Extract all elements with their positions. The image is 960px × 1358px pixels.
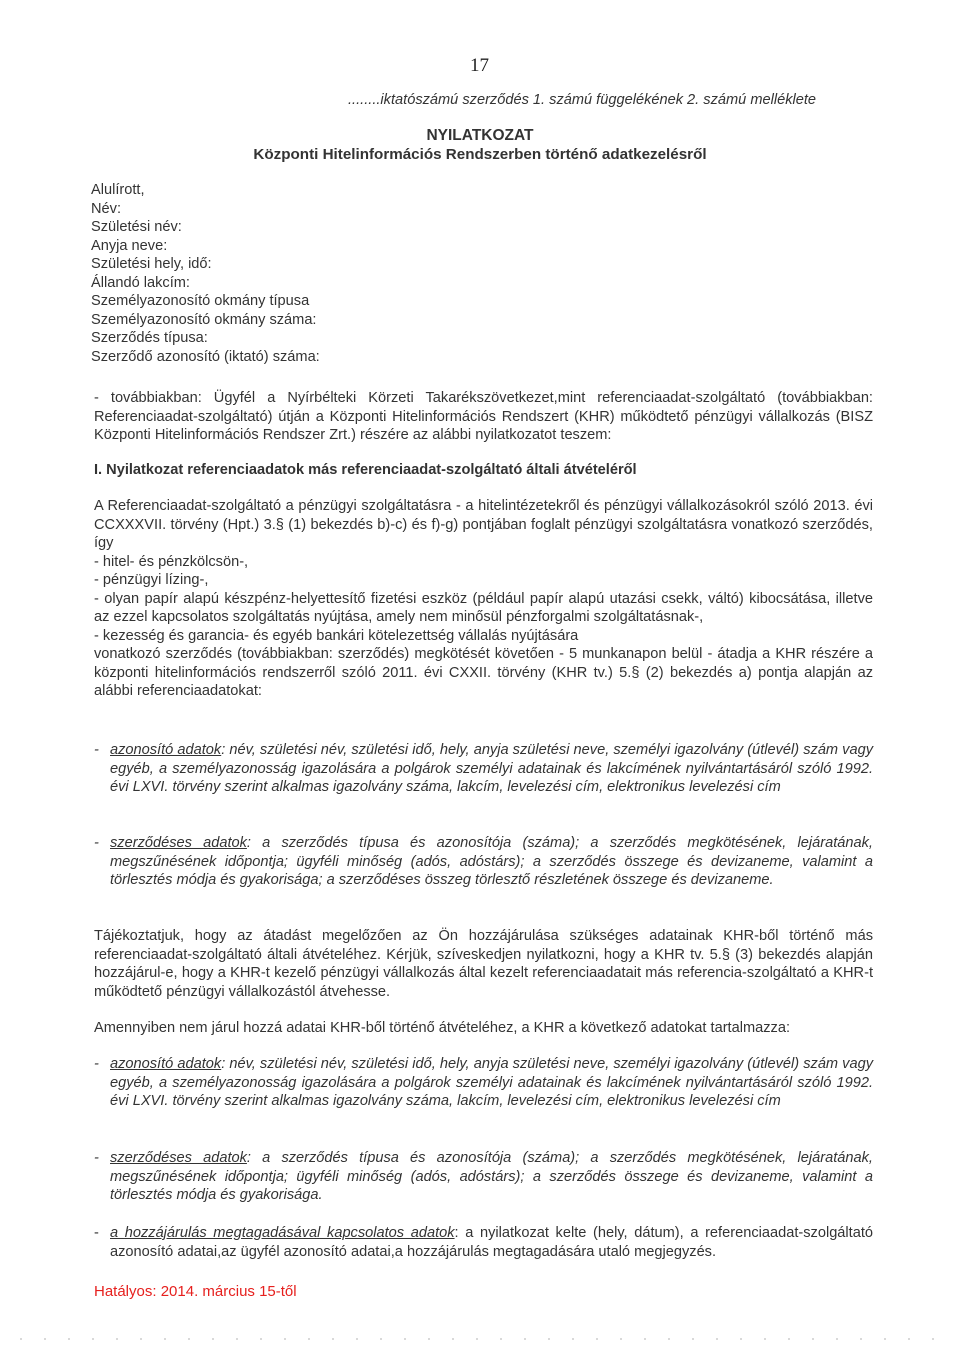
- document-title: NYILATKOZAT: [426, 127, 534, 144]
- retained-data-list: [94, 1149, 873, 1205]
- item-label: a hozzájárulás megtagadásával kapcsolatos adatok: [110, 1225, 455, 1241]
- list-item: [94, 834, 873, 890]
- field-label: Szerződés típusa:: [91, 330, 208, 346]
- retained-data-list: [94, 1055, 873, 1111]
- item-label: szerződéses adatok: [110, 835, 247, 851]
- referenceadat-list: [94, 741, 873, 797]
- intro-text: - továbbiakban: Ügyfél a Nyírbélteki Körzeti Takarékszövetkezet,mint referenciaadat-szolgáltató (továbbiakban: Referenciaadat-szolgáltató) útján a Központi Hitelinformációs Rendszert (KHR) működtető pénzügyi vállalkozás (BISZ Központi Hitelinformációs Rendszer Zrt.) részére az alábbi nyilatkozatot teszem:: [94, 390, 873, 443]
- field-label: Anyja neve:: [91, 237, 168, 254]
- field-label: Név:: [91, 200, 122, 217]
- field-label: Alulírott,: [91, 182, 145, 198]
- paragraph: A Referenciaadat-szolgáltató a pénzügyi szolgáltatásra - a hitelintézetekről és pénzügyi vállalkozásokról szóló 2013. évi CCXXXVII. törvény (Hpt.) 3.§ (1) bekezdés b)-c) és f)-g) pontjában foglalt pénzügyi szolgáltatásra vonatkozó szerződés, így: [94, 498, 873, 551]
- personal-data-fields: [91, 181, 320, 366]
- list-item: - olyan papír alapú készpénz-helyettesítő fizetési eszköz (például papír alapú utazási csekk, váltó) kibocsátása, illetve az ezzel kapcsolatos szolgáltatás nyújtása, amely nem minősül pénzforgalmi szolgáltatásnak-,: [94, 590, 873, 625]
- list-item: - kezesség és garancia- és egyéb bankári kötelezettség vállalás nyújtására: [94, 627, 579, 644]
- field-label: Állandó lakcím:: [91, 274, 190, 291]
- scan-edge-divider: [20, 1338, 940, 1340]
- paragraph: Amennyiben nem járul hozzá adatai KHR-ből történő átvételéhez, a KHR a következő adatokat tartalmazza:: [94, 1020, 791, 1036]
- consent-paragraph: Tájékoztatjuk, hogy az átadást megelőzően az Ön hozzájárulása szükséges adatainak KHR-ből történő más referenciaadat-szolgáltató általi átvételéhez. Kérjük, szíveskedjen nyilatkozni, hogy a KHR tv. 5.§ (3) bekezdés alapján hozzájárul-e, hogy a KHR-t kezelő pénzügyi vállalkozás által kezelt referenciaadatait más referencia-szolgáltató a KHR-t működtető pénzügyi vállalkozástól átvehesse.: [94, 928, 873, 1000]
- retained-data-list: [94, 1224, 873, 1261]
- field-label: Szerződő azonosító (iktató) száma:: [91, 348, 320, 365]
- list-item: - hitel- és pénzkölcsön-,: [94, 553, 249, 570]
- item-label: azonosító adatok: [110, 742, 222, 758]
- document-subtitle: Központi Hitelinformációs Rendszerben történő adatkezelésről: [253, 146, 707, 163]
- field-label: Személyazonosító okmány száma:: [91, 311, 317, 328]
- page-number: 17: [470, 55, 489, 76]
- referenceadat-list: [94, 834, 873, 890]
- item-text: : a szerződés típusa és azonosítója (száma); a szerződés megkötésének, lejáratának, megszűnésének időpontja; ügyféli minőség (adós, adóstárs); a szerződés összege és devizaneme, valamint a törlesztés módja és gyakorisága.: [110, 1150, 873, 1203]
- paragraph: vonatkozó szerződés (továbbiakban: szerződés) megkötését követően - 5 munkanapon belül - átadja a KHR részére a központi hitelinformációs rendszerről szóló 2011. évi CXXII. törvény (KHR tv.) 5.§ (2) bekezdés a) pontja alapján az alábbi referenciaadatokat:: [94, 646, 873, 699]
- list-item: [94, 741, 873, 797]
- section-body: [94, 497, 873, 701]
- item-text: : a szerződés típusa és azonosítója (száma); a szerződés megkötésének, lejáratának, megszűnésének időpontja; ügyféli minőség (adós, adóstárs); a szerződés összege és devizaneme, valamint a törlesztés módja és gyakorisága; a szerződéses összeg törlesztő részletének összege és devizaneme.: [110, 835, 873, 888]
- validity-footer: Hatályos: 2014. március 15-től: [94, 1283, 297, 1300]
- list-item: [94, 1224, 873, 1261]
- item-text: : név, születési név, születési idő, hely, anyja születési neve, személyi igazolvány (útlevél) szám vagy egyéb, a személyazonosság igazolására a polgárok személyi adatainak és lakcímének nyilvántartásáról szóló 1992. évi LXVI. törvény szerint alkalmas igazolvány száma, lakcím, levelezési cím, elektronikus levelezési cím: [110, 742, 874, 795]
- field-label: Születési hely, idő:: [91, 256, 212, 272]
- intro-paragraph: [94, 389, 873, 445]
- item-label: szerződéses adatok: [110, 1150, 247, 1166]
- item-label: azonosító adatok: [110, 1056, 222, 1072]
- item-text: : a nyilatkozat kelte (hely, dátum), a referenciaadat-szolgáltató azonosító adatai,az ügyfél azonosító adatai,a hozzájárulás megtagadására utaló megjegyzés.: [110, 1225, 874, 1260]
- list-item: [94, 1055, 873, 1111]
- annex-reference: ........iktatószámú szerződés 1. számú függelékének 2. számú melléklete: [348, 92, 817, 108]
- field-label: Születési név:: [91, 219, 182, 235]
- section-heading: I. Nyilatkozat referenciaadatok más referenciaadat-szolgáltató általi átvételéről: [94, 462, 637, 478]
- list-item: [94, 1149, 873, 1205]
- item-text: : név, születési név, születési idő, hely, anyja születési neve, személyi igazolvány (útlevél) szám vagy egyéb, a személyazonosság igazolására a polgárok személyi adatainak és lakcímének nyilvántartásáról szóló 1992. évi LXVI. törvény szerint alkalmas igazolvány száma, lakcím, levelezési cím, elektronikus levelezési cím: [110, 1056, 874, 1109]
- field-label: Személyazonosító okmány típusa: [91, 293, 310, 309]
- list-item: - pénzügyi lízing-,: [94, 572, 209, 588]
